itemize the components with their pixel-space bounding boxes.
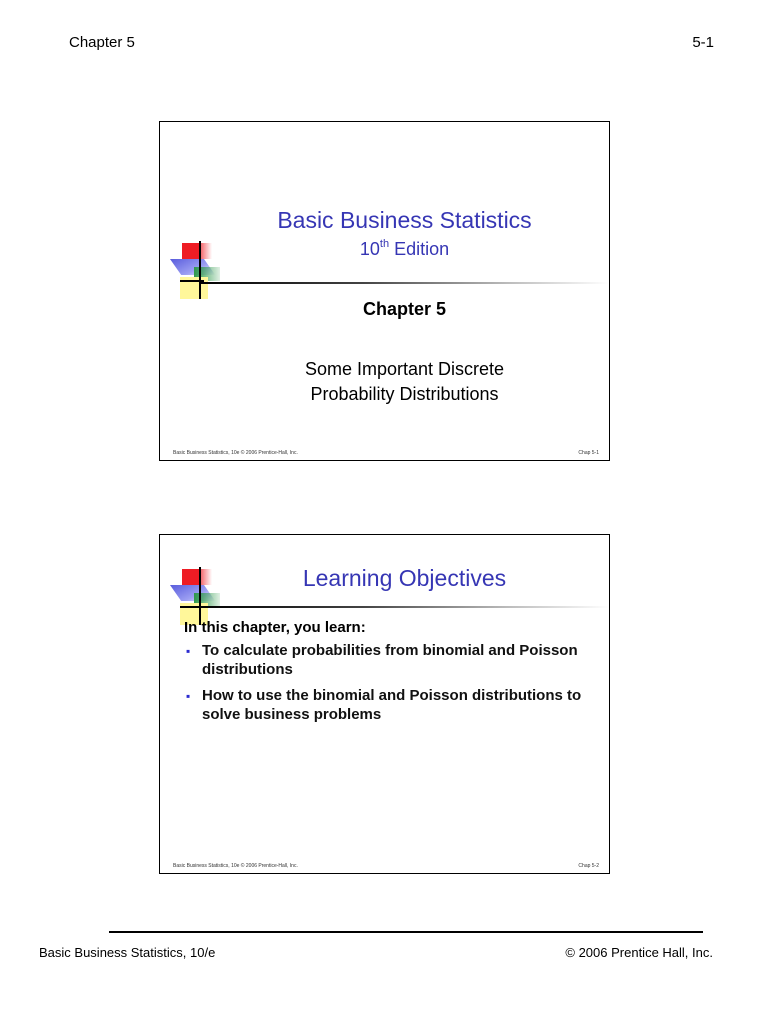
objectives-list — [186, 641, 601, 731]
slide-footer-number: Chap 5-1 — [578, 450, 599, 456]
subtitle-line-1: Some Important Discrete — [304, 359, 505, 379]
list-item — [186, 686, 601, 724]
slide-footer-copyright: Basic Business Statistics, 10e © 2006 Prentice-Hall, Inc. — [173, 450, 298, 456]
slide-footer-copyright: Basic Business Statistics, 10e © 2006 Prentice-Hall, Inc. — [173, 863, 298, 869]
slide-subtitle — [200, 357, 609, 407]
slide-divider — [200, 282, 609, 284]
slide-edition — [200, 238, 609, 260]
slide-2-thumbnail — [159, 534, 610, 874]
edition-number: 10 — [359, 239, 380, 259]
edition-word: Edition — [394, 239, 450, 259]
page-header-chapter: Chapter 5 — [69, 34, 135, 51]
slide-lead-text: In this chapter, you learn: — [184, 619, 366, 636]
page-footer-copyright: © 2006 Prentice Hall, Inc. — [565, 945, 713, 960]
edition-suffix: th — [379, 238, 390, 250]
list-item — [186, 641, 601, 679]
bullet-icon: ▪ — [186, 644, 191, 658]
slide-title: Learning Objectives — [302, 565, 507, 591]
page-footer-divider — [109, 931, 703, 933]
bullet-icon: ▪ — [186, 689, 191, 703]
list-item-text: To calculate probabilities from binomial and Poisson distributions — [202, 642, 578, 678]
slide-chapter-heading: Chapter 5 — [362, 299, 447, 319]
page-footer-book-title: Basic Business Statistics, 10/e — [39, 945, 216, 960]
list-item-text: How to use the binomial and Poisson distributions to solve business problems — [202, 687, 582, 723]
slide-footer-number: Chap 5-2 — [578, 863, 599, 869]
slide-1-thumbnail — [159, 121, 610, 461]
page-number: 5-1 — [692, 34, 714, 51]
subtitle-line-2: Probability Distributions — [310, 384, 499, 404]
slide-divider — [200, 606, 609, 608]
slide-title: Basic Business Statistics — [277, 207, 532, 233]
